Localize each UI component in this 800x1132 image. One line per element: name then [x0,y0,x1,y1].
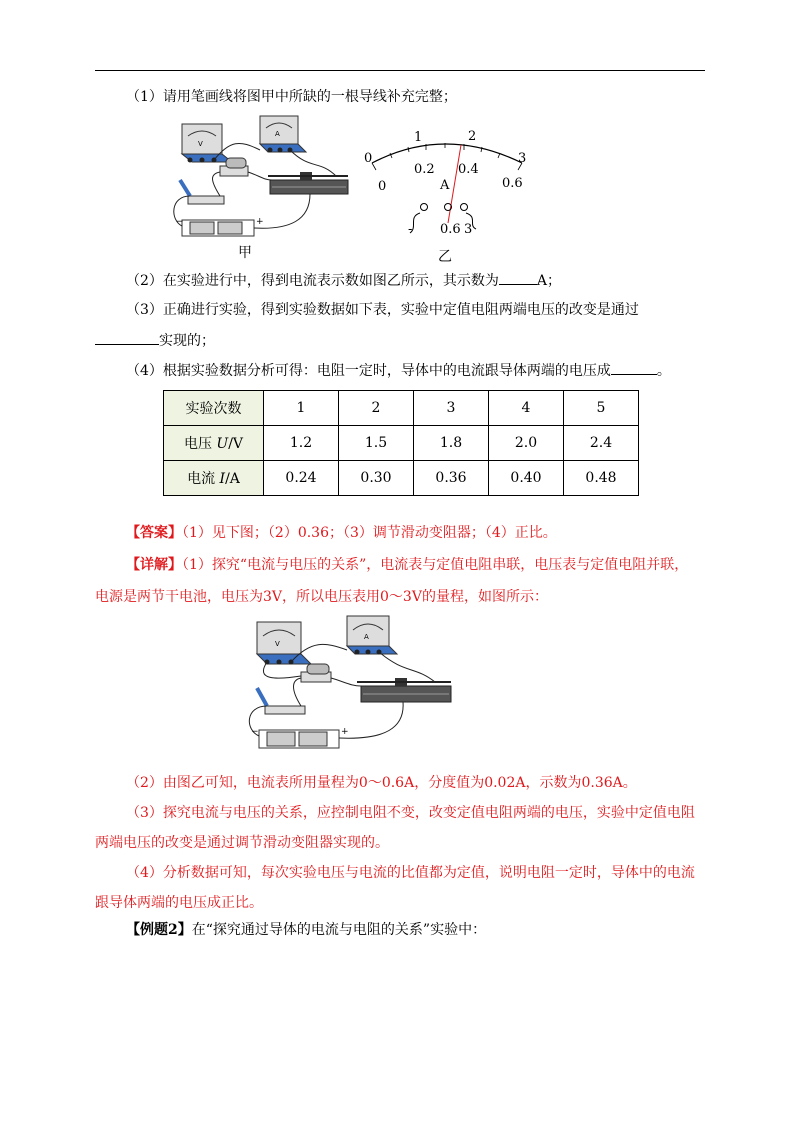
question-1: （1）请用笔画线将图甲中所缺的一根导线补充完整； [126,89,457,105]
current-cell: 0.24 [264,461,339,496]
question-2: （2）在实验进行中，得到电流表示数如图乙所示，其示数为 A； [126,270,561,291]
table-header-cell: 实验次数 [164,391,264,426]
trial-cell: 4 [489,391,564,426]
voltage-cell: 2.4 [564,426,639,461]
current-label-cell: 电流 I/A [164,461,264,496]
resistor-icon [301,664,331,682]
svg-text:V: V [275,640,280,648]
voltmeter-icon [257,622,311,665]
terminal-label-neg: - [408,222,413,237]
dial-top-label-3: 3 [518,151,527,166]
dial-needle [448,145,461,223]
figure-yi-caption: 乙 [438,249,452,265]
ammeter-device-icon [260,116,306,153]
dial-bottom-label-0: 0 [378,179,387,194]
voltmeter-icon [182,124,232,163]
question-3-line2: 实现的； [95,330,215,351]
trial-cell: 3 [414,391,489,426]
ammeter-device-icon [347,616,397,655]
dial-bottom-label-3: 0.6 [502,176,523,191]
current-cell: 0.40 [489,461,564,496]
current-cell: 0.48 [564,461,639,496]
trial-cell: 2 [339,391,414,426]
trial-cell: 1 [264,391,339,426]
terminal-label-3: 3 [464,222,473,237]
current-cell: 0.36 [414,461,489,496]
voltage-cell: 1.8 [414,426,489,461]
voltage-cell: 2.0 [489,426,564,461]
svg-text:−: − [251,727,259,737]
svg-text:+: + [256,217,264,227]
table-row [164,426,639,461]
detail-p3-line2: 两端电压的改变是通过调节滑动变阻器实现的。 [95,835,389,851]
detail-p3-line1: （3）探究电流与电压的关系，应控制电阻不变，改变定值电阻两端的电压，实验中定值电阻 [126,805,695,821]
dial-top-label-1: 1 [414,130,423,145]
svg-text:A: A [364,633,369,641]
terminal-label-06: 0.6 [440,222,461,237]
voltage-cell: 1.5 [339,426,414,461]
svg-text:V: V [198,140,203,148]
question-3-line1: （3）正确进行实验，得到实验数据如下表，实验中定值电阻两端电压的改变是通过 [126,302,639,318]
battery-icon [251,727,349,748]
dial-top-label-2: 2 [468,129,477,144]
dial-unit-label: A [440,178,450,193]
figure-jia-caption: 甲 [238,245,252,261]
detail-p4-line2: 跟导体两端的电压成正比。 [95,895,263,911]
experiment-data-table [163,390,639,496]
svg-text:A: A [275,130,280,138]
ammeter-dial-figure [360,125,535,255]
circuit-figure-jia [160,110,360,250]
detail-p1-line1: 【详解】（1）探究“电流与电压的关系”，电流表与定值电阻串联，电压表与定值电阻并联， [126,557,689,573]
example-2-heading: 【例题2】在“探究通过导体的电流与电阻的关系”实验中： [126,922,487,938]
svg-text:+: + [341,727,349,737]
answer-line: 【答案】（1）见下图；（2）0.36；（3）调节滑动变阻器；（4）正比。 [126,525,557,541]
trial-cell: 5 [564,391,639,426]
detail-p1-line2: 电源是两节干电池，电压为3V，所以电压表用0～3V的量程，如图所示： [95,589,548,605]
dial-bottom-label-1: 0.2 [414,162,435,177]
battery-icon [176,217,264,236]
dial-top-label-0: 0 [364,151,373,166]
header-rule [95,70,705,71]
table-row [164,461,639,496]
table-row [164,391,639,426]
voltage-label-cell: 电压 U/V [164,426,264,461]
question-4: （4）根据实验数据分析可得：电阻一定时，导体中的电流跟导体两端的电压成 。 [126,360,671,381]
current-cell: 0.30 [339,461,414,496]
svg-text:−: − [176,217,184,227]
detail-p4-line1: （4）分析数据可知，每次实验电压与电流的比值都为定值，说明电阻一定时，导体中的电流 [126,865,695,881]
rheostat-icon [357,678,451,702]
voltage-cell: 1.2 [264,426,339,461]
circuit-solution-figure [235,610,465,770]
dial-bottom-label-2: 0.4 [458,162,479,177]
detail-p2: （2）由图乙可知，电流表所用量程为0～0.6A，分度值为0.02A，示数为0.36A。 [126,775,637,791]
